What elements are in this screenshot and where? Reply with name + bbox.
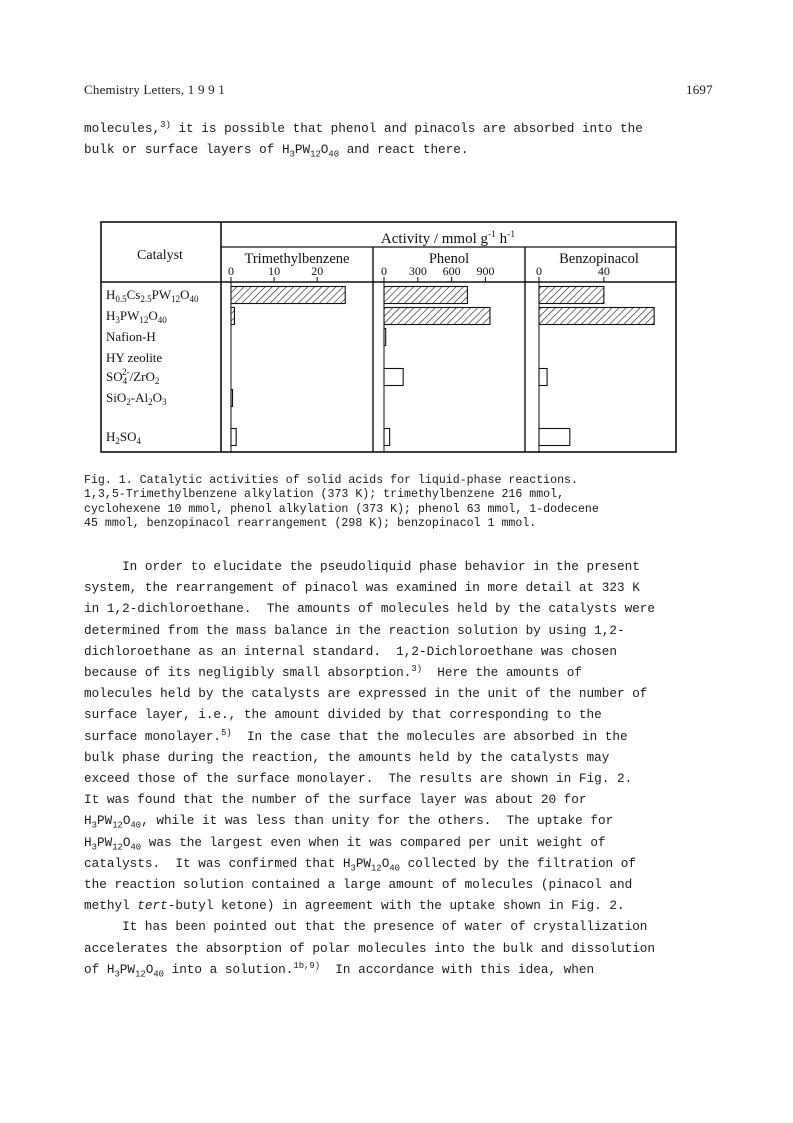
label-subscript: 12 <box>139 315 149 325</box>
body-line: PW <box>119 961 136 977</box>
label-text: H <box>106 429 116 444</box>
chart-panels <box>228 251 654 452</box>
panel-trimethylbenzene <box>228 251 349 452</box>
bar-phenol <box>384 287 467 304</box>
label-text: SO <box>119 429 137 444</box>
catalyst-label <box>106 350 162 365</box>
caption-line: Fig. 1. Catalytic activities of solid acids for liquid-phase reactions. <box>84 474 578 487</box>
catalyst-column-header: Catalyst <box>137 248 183 263</box>
bar-trimethylbenzene <box>231 429 236 446</box>
label-subscript: 2 <box>154 376 160 386</box>
catalyst-label <box>106 287 199 304</box>
subscript: 40 <box>130 842 142 853</box>
body-line: system, the rearrangement of pinacol was examined in more detail at 323 K <box>84 580 640 596</box>
body-line: collected by the filtration of <box>399 855 637 871</box>
tick-label: 40 <box>597 264 610 278</box>
tick-label: 20 <box>311 264 324 278</box>
label-subscript: 3 <box>115 315 120 325</box>
bar-trimethylbenzene <box>231 390 233 407</box>
panel-benzopinacol <box>536 251 654 452</box>
caption-line: 45 mmol, benzopinacol rearrangement (298 K); benzopinacol 1 mmol. <box>84 517 537 531</box>
subscript: 3 <box>289 149 295 160</box>
body-line: dichloroethane as an internal standard. 1,2-Dichloroethane was chosen <box>84 643 617 659</box>
panel-title: Trimethylbenzene <box>244 251 350 267</box>
reference-marker: 5) <box>221 727 232 738</box>
tick-label: 0 <box>228 264 234 278</box>
body-line: catalysts. It was confirmed that H <box>84 855 351 871</box>
chart-title-sup: -1 <box>488 230 496 240</box>
label-subscript: 3 <box>161 397 167 407</box>
subscript: 40 <box>389 863 400 874</box>
body-line: PW <box>355 855 372 871</box>
subscript: 40 <box>130 820 142 831</box>
subscript: 12 <box>112 842 123 853</box>
bar-trimethylbenzene <box>231 287 345 304</box>
panel-title: Benzopinacol <box>559 251 639 267</box>
body-line: surface monolayer. <box>84 728 222 744</box>
chart-title <box>381 230 515 247</box>
label-text: Nafion-H <box>106 329 156 344</box>
body-line: In the case that the molecules are absorbed in the <box>231 728 628 744</box>
body-line: was the largest even when it was compared per unit weight of <box>141 834 606 850</box>
tick-label: 0 <box>536 264 542 278</box>
subscript: 3 <box>91 820 97 831</box>
body-line: , while it was less than unity for the others. The uptake for <box>141 813 614 829</box>
tick-label: 900 <box>476 264 495 278</box>
body-line: It has been pointed out that the presence of water of crystallization <box>84 919 648 935</box>
body-line: exceed those of the surface monolayer. The results are shown in Fig. 2. <box>84 771 633 787</box>
chart-title-text: h <box>495 231 508 247</box>
body-line: O <box>122 834 131 850</box>
intro-text: PW <box>294 142 311 158</box>
body-line: the reaction solution contained a large amount of molecules (pinacol and <box>84 877 633 893</box>
chart-title-text: Activity / mmol g <box>380 231 488 247</box>
bar-phenol <box>384 308 490 325</box>
label-text: SiO <box>106 390 127 405</box>
body-line: H <box>84 813 92 829</box>
body-line: bulk phase during the reaction, the amounts held by the catalysts may <box>84 749 610 765</box>
label-subscript: 40 <box>189 294 199 304</box>
label-text: HY zeolite <box>106 350 163 365</box>
label-subscript: 2 <box>126 397 131 407</box>
caption-line: 1,3,5-Trimethylbenzene alkylation (373 K); trimethylbenzene 216 mmol, <box>84 488 565 502</box>
body-line: O <box>381 855 390 871</box>
body-line: In order to elucidate the pseudoliquid phase behavior in the present <box>84 559 640 574</box>
label-subscript: 0.5 <box>115 294 127 304</box>
body-line: surface layer, i.e., the amount divided by that corresponding to the <box>84 707 602 723</box>
subscript: 12 <box>371 863 382 874</box>
catalyst-label <box>106 329 156 344</box>
journal-header: Chemistry Letters, 1 9 9 1 <box>84 82 225 97</box>
body-line: O <box>122 813 131 829</box>
panel-phenol <box>381 251 494 452</box>
page-number: 1697 <box>686 82 713 97</box>
body-line: PW <box>96 813 113 829</box>
body-line: Here the amounts of <box>422 665 582 681</box>
intro-text: and react there. <box>339 142 469 158</box>
catalyst-label <box>106 390 167 407</box>
intro-text: it is possible that phenol and pinacols are absorbed into the <box>170 121 643 136</box>
label-text: PW <box>119 308 140 323</box>
panel-title: Phenol <box>428 251 470 267</box>
italic-term: tert <box>137 898 168 914</box>
tick-label: 600 <box>442 264 461 278</box>
intro-text: bulk or surface layers of H <box>84 142 290 158</box>
bar-phenol <box>384 369 403 386</box>
bar-phenol <box>384 329 386 346</box>
label-text: H <box>106 287 116 302</box>
reference-marker: 3) <box>160 119 171 130</box>
catalyst-labels <box>106 287 199 446</box>
tick-label: 10 <box>268 264 281 278</box>
body-line: accelerates the absorption of polar molecules into the bulk and dissolution <box>84 940 656 956</box>
chart-title-sup: -1 <box>507 230 516 240</box>
intro-text: molecules, <box>84 121 161 136</box>
catalyst-label <box>106 308 167 325</box>
subscript: 3 <box>114 969 120 980</box>
body-line: in 1,2-dichloroethane. The amounts of molecules held by the catalysts were <box>84 601 656 617</box>
figure-caption <box>84 474 599 532</box>
body-line: into a solution. <box>163 961 294 977</box>
subscript: 3 <box>91 842 97 853</box>
label-text: PW <box>151 287 172 302</box>
subscript: 40 <box>153 969 164 980</box>
label-subscript: 4 <box>136 436 142 446</box>
body-line: molecules held by the catalysts are expressed in the unit of the number of <box>84 686 648 702</box>
reference-marker: 3) <box>411 663 423 674</box>
body-line: It was found that the number of the surface layer was about 20 for <box>84 792 587 808</box>
label-text: Cs <box>126 287 141 302</box>
subscript: 12 <box>135 969 146 980</box>
label-subscript: 4 <box>122 376 128 386</box>
bar-benzopinacol <box>539 287 604 304</box>
label-subscript: 2 <box>148 397 153 407</box>
catalyst-label <box>106 429 142 446</box>
label-text: O <box>180 287 190 302</box>
figure-1-chart <box>0 0 793 470</box>
caption-line: cyclohexene 10 mmol, phenol alkylation (373 K); phenol 63 mmol, 1-dodecene <box>84 502 599 516</box>
body-paragraph <box>84 556 655 980</box>
label-subscript: 2.5 <box>140 294 152 304</box>
body-line: of H <box>84 961 115 977</box>
body-line: methyl <box>84 898 138 914</box>
subscript: 12 <box>112 820 123 831</box>
body-line: H <box>84 834 92 850</box>
body-line: O <box>145 961 154 977</box>
subscript: 3 <box>350 863 356 874</box>
bar-trimethylbenzene <box>231 308 234 325</box>
bar-benzopinacol <box>539 429 570 446</box>
label-text: -Al <box>130 390 149 405</box>
label-subscript: 12 <box>171 294 181 304</box>
body-line: PW <box>96 834 113 850</box>
subscript: 40 <box>328 149 340 160</box>
intro-text: O <box>320 142 329 158</box>
label-text: H <box>106 308 116 323</box>
label-text: O <box>148 308 158 323</box>
body-line: In accordance with this idea, when <box>320 961 595 977</box>
label-text: SO <box>106 369 123 384</box>
reference-marker: 1b,9) <box>293 960 321 971</box>
catalyst-label <box>106 367 159 386</box>
label-text: O <box>152 390 162 405</box>
label-text: /ZrO <box>129 369 155 384</box>
tick-label: 0 <box>381 264 387 278</box>
body-line: determined from the mass balance in the reaction solution by using 1,2- <box>84 622 625 638</box>
subscript: 12 <box>310 149 321 160</box>
body-line: because of its negligibly small absorption. <box>84 665 412 681</box>
label-subscript: 40 <box>157 315 167 325</box>
bar-benzopinacol <box>539 369 547 386</box>
label-subscript: 2 <box>115 436 120 446</box>
label-superscript: 2- <box>122 367 130 377</box>
tick-label: 300 <box>408 264 427 278</box>
bar-phenol <box>384 429 390 446</box>
body-line: -butyl ketone) in agreement with the uptake shown in Fig. 2. <box>167 898 625 914</box>
bar-benzopinacol <box>539 308 654 325</box>
